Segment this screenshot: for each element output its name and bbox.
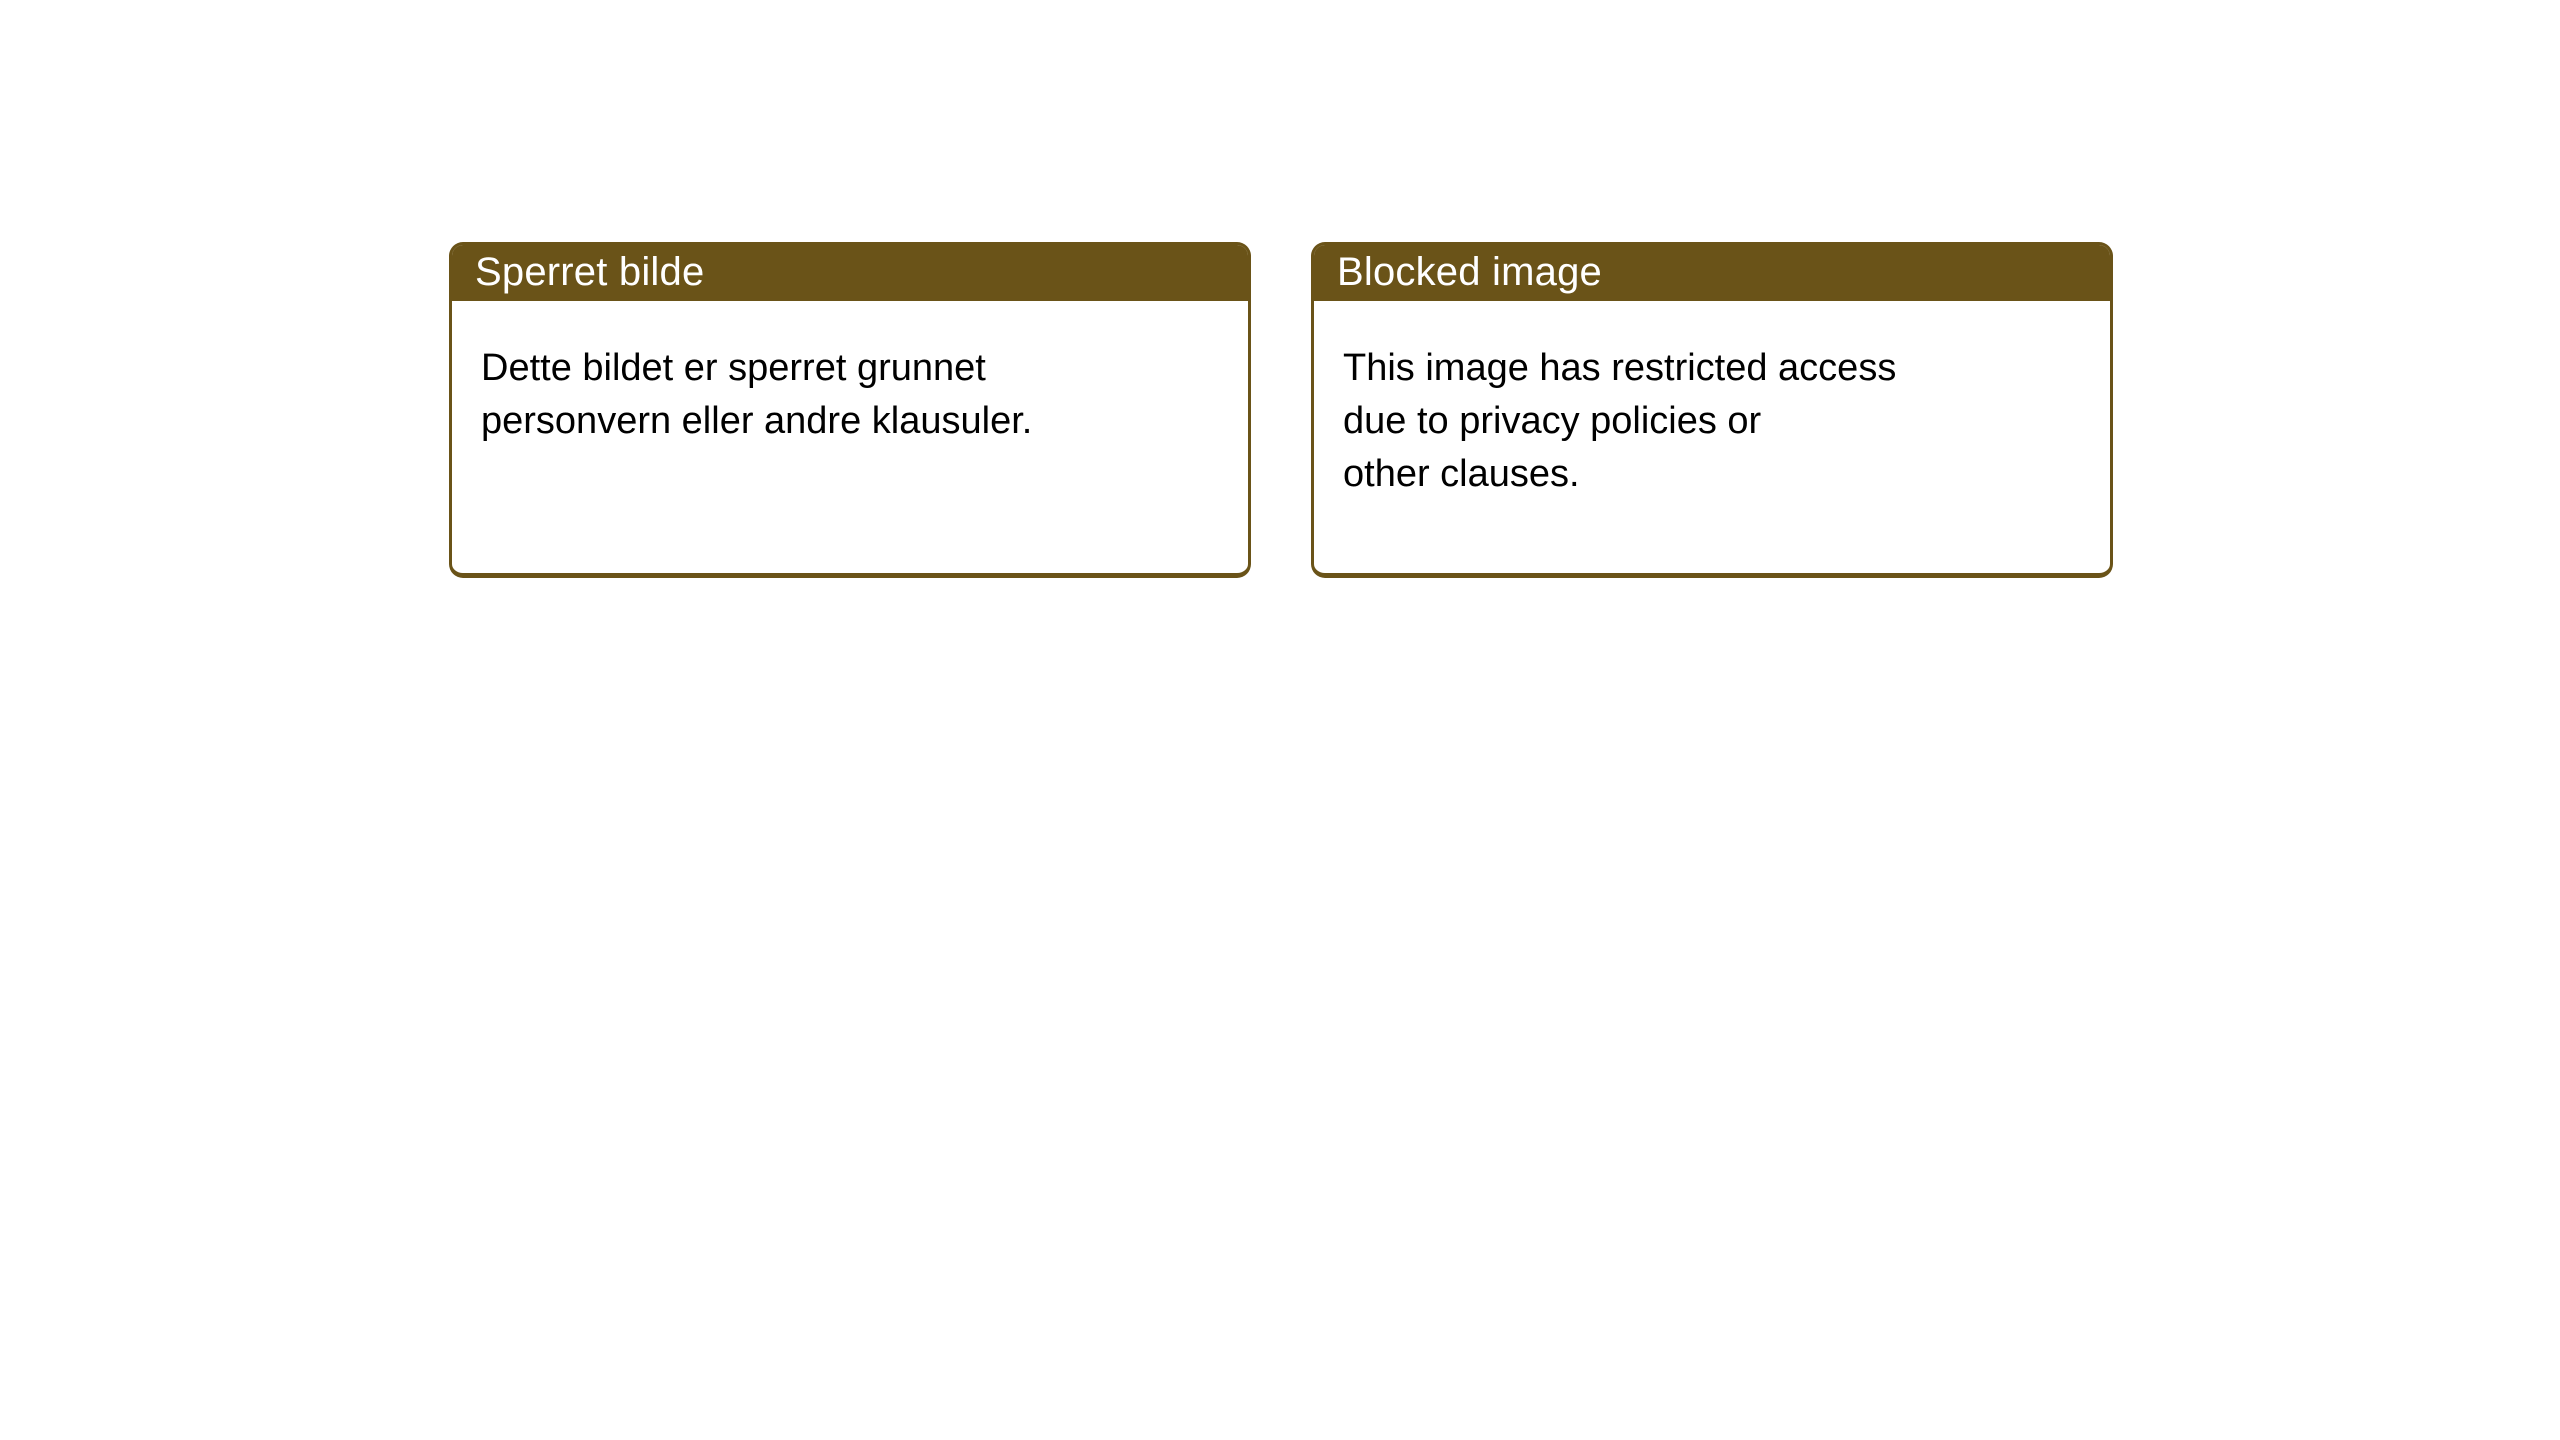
card-text-line: other clauses. bbox=[1343, 453, 1580, 495]
card-body bbox=[452, 301, 1248, 448]
card-text-line: due to privacy policies or bbox=[1343, 400, 1762, 442]
card-text-line: This image has restricted access bbox=[1343, 347, 1897, 389]
card-text-line: personvern eller andre klausuler. bbox=[481, 400, 1033, 442]
card-header bbox=[451, 244, 1249, 301]
card-header bbox=[1313, 244, 2111, 301]
card-title: Sperret bilde bbox=[475, 250, 705, 294]
card-text-line: Dette bildet er sperret grunnet bbox=[481, 347, 986, 389]
blocked-image-card-norwegian bbox=[449, 242, 1251, 578]
blocked-image-card-english bbox=[1311, 242, 2113, 578]
card-body bbox=[1314, 301, 2110, 501]
card-title: Blocked image bbox=[1337, 250, 1602, 294]
